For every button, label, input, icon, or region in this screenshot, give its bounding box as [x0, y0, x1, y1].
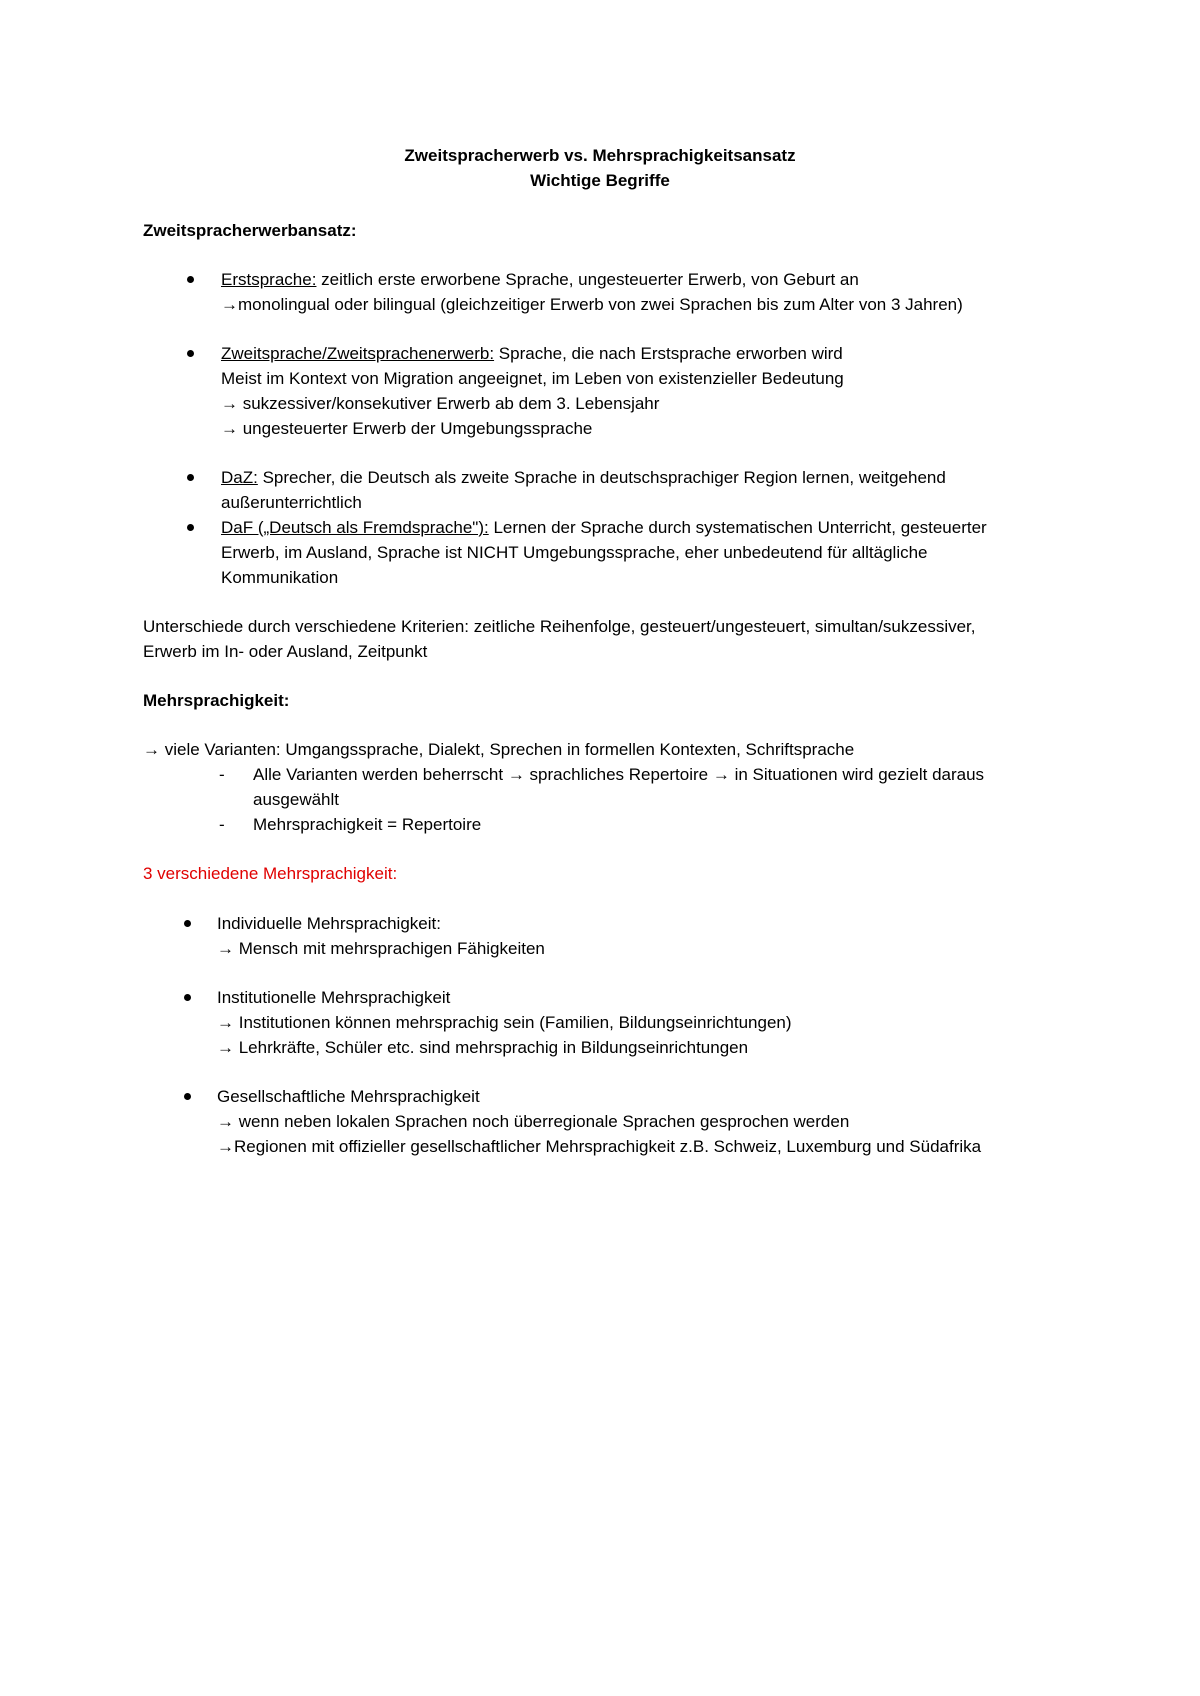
document-title: Zweitspracherwerb vs. Mehrsprachigkeitsansatz	[404, 146, 796, 165]
text-line: Kommunikation	[221, 568, 339, 587]
bullet-icon	[184, 920, 191, 927]
arrow-line: → wenn neben lokalen Sprachen noch überregionale Sprachen gesprochen werden	[217, 1112, 850, 1131]
list-item-zweitsprache	[221, 342, 843, 366]
arrow-line: → ungesteuerter Erwerb der Umgebungssprache	[221, 419, 593, 438]
term-daz: DaZ:	[221, 468, 258, 487]
text-line: außerunterrichtlich	[221, 493, 362, 512]
term-definition: zeitlich erste erworbene Sprache, ungesteuerter Erwerb, von Geburt an	[316, 270, 859, 289]
term-definition: Sprache, die nach Erstsprache erworben wird	[494, 344, 843, 363]
list-item-erstsprache	[221, 268, 859, 292]
dash-item-text: ausgewählt	[253, 790, 340, 809]
term-zweitsprache: Zweitsprache/Zweitsprachenerwerb:	[221, 344, 495, 363]
term-definition: Sprecher, die Deutsch als zweite Sprache in deutschsprachiger Region lernen, weitgehend	[257, 468, 946, 487]
list-item-individuell: Individuelle Mehrsprachigkeit:	[217, 914, 441, 933]
arrow-line: →monolingual oder bilingual (gleichzeitiger Erwerb von zwei Sprachen bis zum Alter von 3 Jahren)	[221, 295, 963, 314]
section-heading-red: 3 verschiedene Mehrsprachigkeit:	[143, 864, 398, 883]
dash-marker: -	[219, 765, 225, 784]
arrow-line: → Mensch mit mehrsprachigen Fähigkeiten	[217, 939, 545, 958]
bullet-icon	[187, 524, 194, 531]
bullet-icon	[184, 1093, 191, 1100]
section-heading-mehrsprachigkeit: Mehrsprachigkeit:	[143, 691, 290, 710]
bullet-icon	[184, 994, 191, 1001]
summary-line: Erwerb im In- oder Ausland, Zeitpunkt	[143, 642, 428, 661]
list-item-daf	[221, 516, 987, 540]
dash-item-text: Mehrsprachigkeit = Repertoire	[253, 815, 482, 834]
bullet-icon	[187, 350, 194, 357]
summary-line: Unterschiede durch verschiedene Kriterien: zeitliche Reihenfolge, gesteuert/ungesteuert, simultan/sukzessiver,	[143, 617, 976, 636]
arrow-line: → Institutionen können mehrsprachig sein (Familien, Bildungseinrichtungen)	[217, 1013, 792, 1032]
arrow-line: →Regionen mit offizieller gesellschaftlicher Mehrsprachigkeit z.B. Schweiz, Luxemburg und Südafrika	[217, 1137, 982, 1156]
arrow-line: → sukzessiver/konsekutiver Erwerb ab dem 3. Lebensjahr	[221, 394, 660, 413]
arrow-line: → Lehrkräfte, Schüler etc. sind mehrsprachig in Bildungseinrichtungen	[217, 1038, 749, 1057]
text-line: Meist im Kontext von Migration angeeignet, im Leben von existenzieller Bedeutung	[221, 369, 844, 388]
section-heading-zweitspracherwerb: Zweitspracherwerbansatz:	[143, 221, 357, 240]
term-daf: DaF („Deutsch als Fremdsprache"):	[221, 518, 489, 537]
arrow-line: → viele Varianten: Umgangssprache, Dialekt, Sprechen in formellen Kontexten, Schriftsprache	[143, 740, 855, 759]
document-subtitle: Wichtige Begriffe	[530, 171, 670, 190]
text-line: Erwerb, im Ausland, Sprache ist NICHT Umgebungssprache, eher unbedeutend für alltägliche	[221, 543, 928, 562]
list-item-gesellschaftlich: Gesellschaftliche Mehrsprachigkeit	[217, 1087, 480, 1106]
dash-item-text: Alle Varianten werden beherrscht → sprachliches Repertoire → in Situationen wird gezielt daraus	[253, 765, 985, 784]
list-item-institutionell: Institutionelle Mehrsprachigkeit	[217, 988, 451, 1007]
term-definition: Lernen der Sprache durch systematischen Unterricht, gesteuerter	[488, 518, 987, 537]
dash-marker: -	[219, 815, 225, 834]
list-item-daz	[221, 466, 946, 490]
bullet-icon	[187, 276, 194, 283]
term-erstsprache: Erstsprache:	[221, 270, 317, 289]
bullet-icon	[187, 474, 194, 481]
